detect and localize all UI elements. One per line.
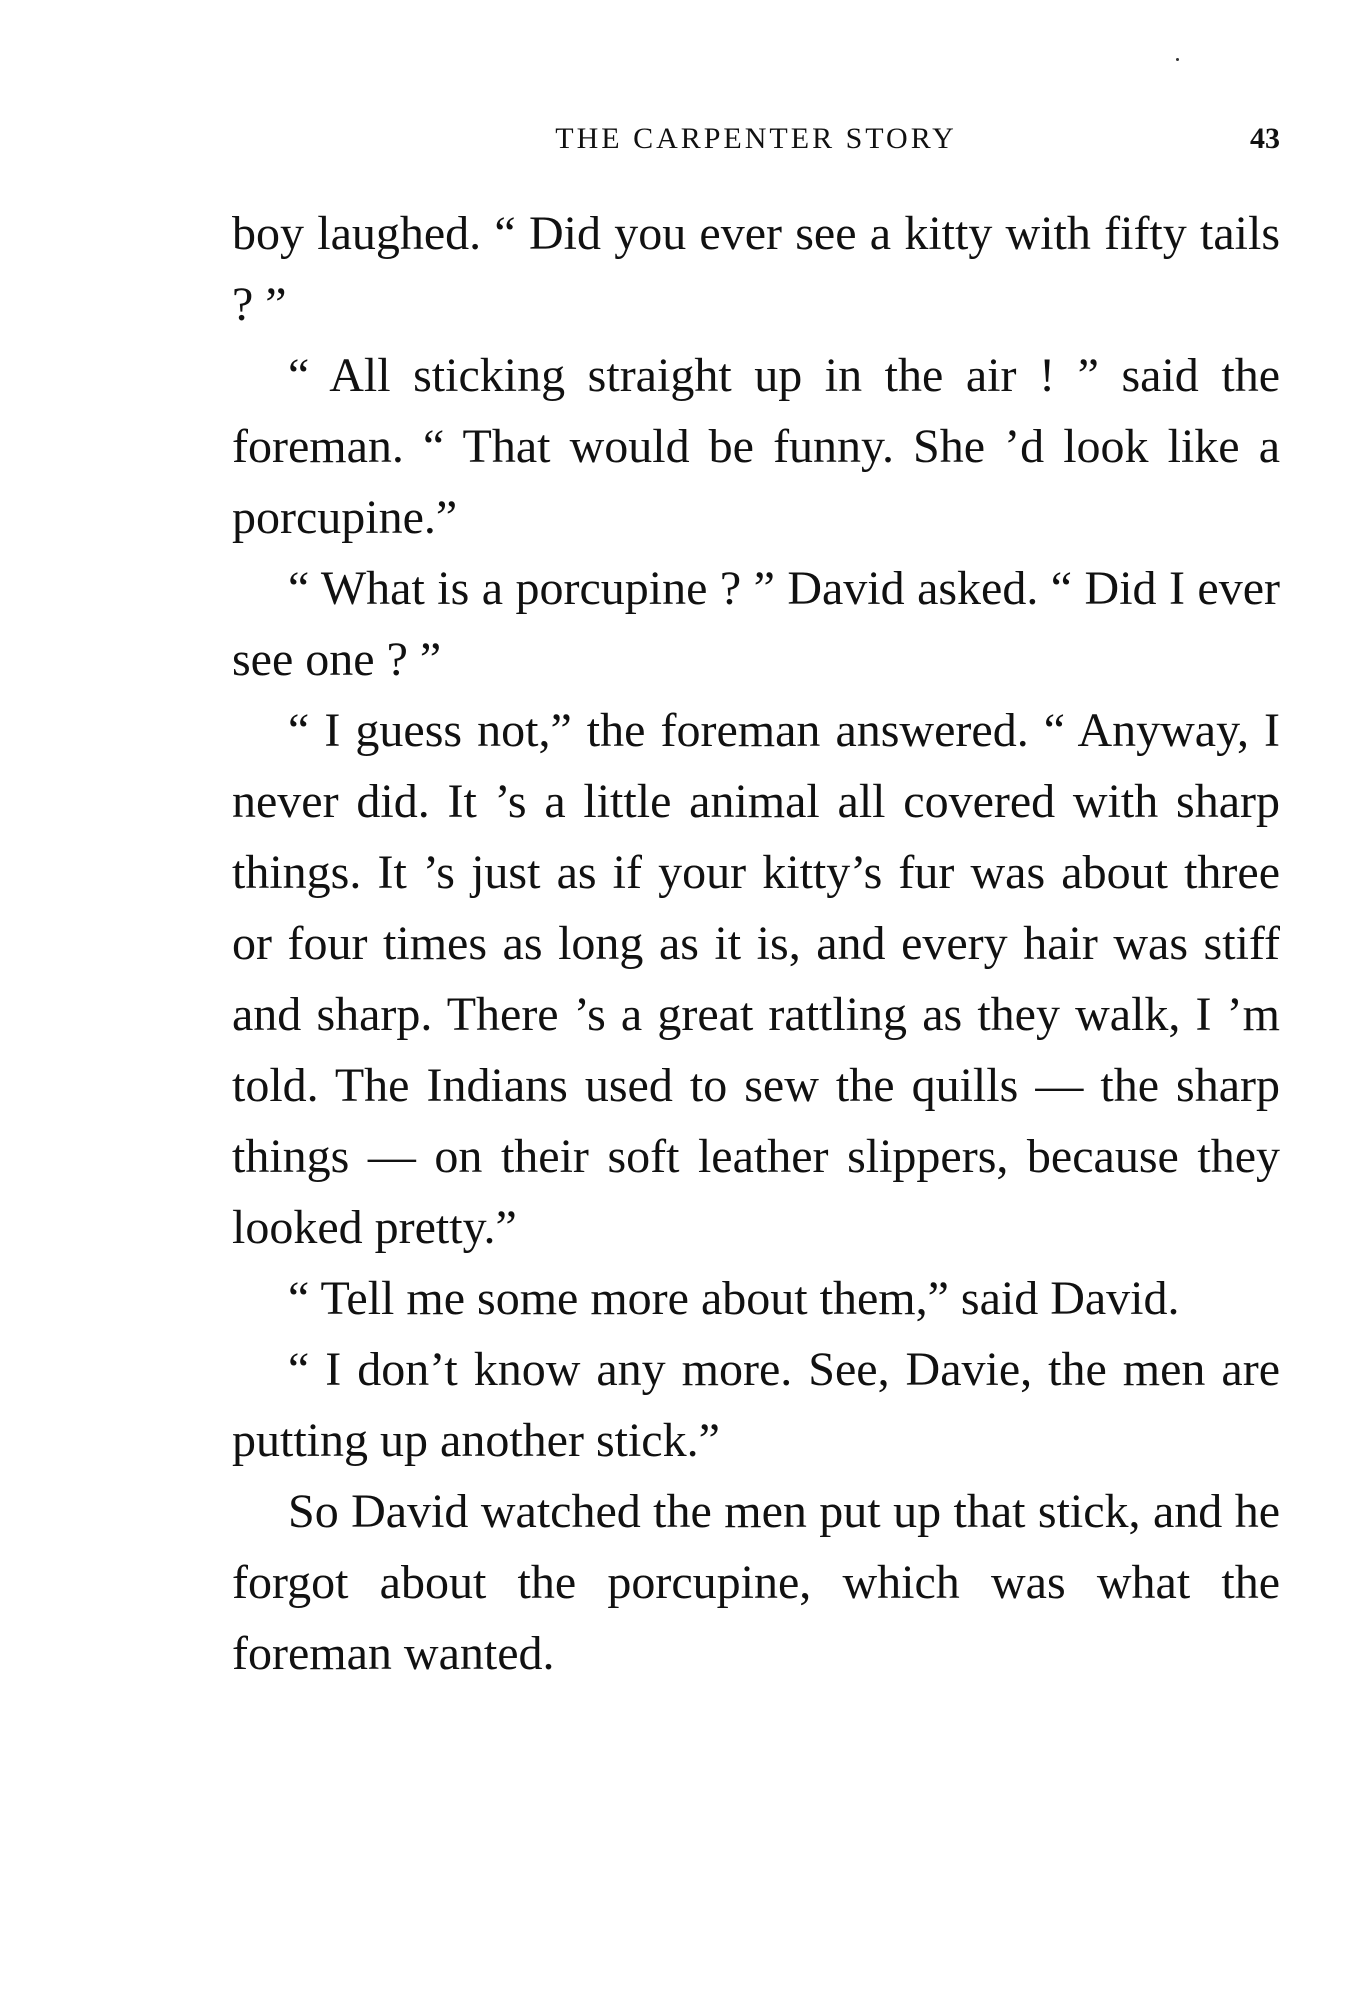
- running-title: THE CARPENTER STORY: [555, 122, 957, 155]
- print-speck: [1176, 58, 1179, 61]
- page-number: 43: [1250, 122, 1280, 155]
- paragraph-6: “ I don’t know any more. See, Davie, the men are putting up another stick.”: [232, 1343, 1280, 1467]
- body-text: [232, 198, 1280, 1689]
- paragraph-7: So David watched the men put up that stick, and he forgot about the porcupine, which was what the foreman wanted.: [232, 1485, 1280, 1680]
- paragraph-4: “ I guess not,” the foreman answered. “ Anyway, I never did. It ’s a little animal all covered with sharp things. It ’s just as if your kitty’s fur was about three or four times as long as it is, and every hair was stiff and sharp. There ’s a great rattling as they walk, I ’m told. The Indians used to sew the quills — the sharp things — on their soft leather slippers, because they looked pretty.”: [232, 704, 1280, 1254]
- paragraph-2: “ All sticking straight up in the air ! ” said the foreman. “ That would be funny. She ’d look like a porcupine.”: [232, 349, 1280, 544]
- paragraph-5: “ Tell me some more about them,” said David.: [288, 1272, 1180, 1325]
- paragraph-3: “ What is a porcupine ? ” David asked. “ Did I ever see one ? ”: [232, 562, 1280, 686]
- paragraph-1: boy laughed. “ Did you ever see a kitty with fifty tails ? ”: [232, 207, 1280, 331]
- running-head: [232, 122, 1280, 162]
